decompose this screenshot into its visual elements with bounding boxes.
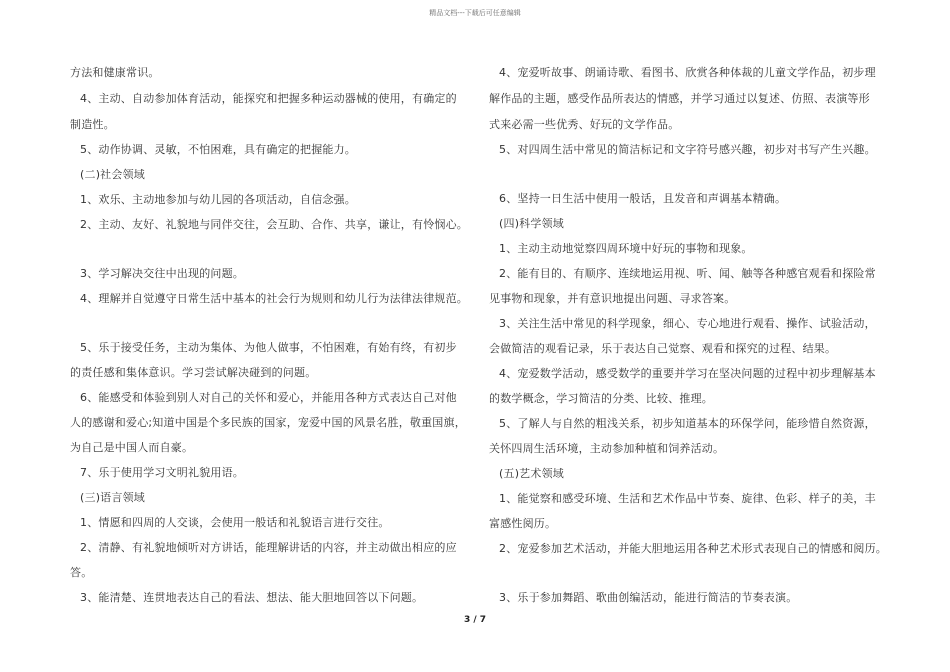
text-line: 4、宠爱数学活动，感受数学的重要并学习在坚决问题的过程中初步理解基本 <box>499 367 876 380</box>
text-line: 7、乐于使用学习文明礼貌用语。 <box>80 466 244 479</box>
text-line: 1、主动主动地觉察四周环境中好玩的事物和现象。 <box>499 242 753 255</box>
text-line: 2、宠爱参加艺术活动，并能大胆地运用各种艺术形式表现自己的情感和阅历。 <box>499 542 887 555</box>
text-line: 5、乐于接受任务，主动为集体、为他人做事，不怕困难，有始有终，有初步 <box>80 341 457 354</box>
page-number: 3 / 7 <box>463 615 487 625</box>
text-line: 1、情愿和四周的人交谈，会使用一般话和礼貌语言进行交往。 <box>80 516 390 529</box>
text-line: 为自己是中国人而自豪。 <box>70 441 194 454</box>
text-line: (四)科学领域 <box>499 217 564 230</box>
text-line: 富感性阅历。 <box>489 517 557 530</box>
text-line: 见事物和现象，并有意识地提出问题、寻求答案。 <box>489 292 736 305</box>
text-line: 3、能清楚、连贯地表达自己的看法、想法、能大胆地回答以下问题。 <box>80 591 424 604</box>
text-line: 人的感谢和爱心;知道中国是个多民族的国家，宠爱中国的风景名胜，敬重国旗， <box>70 416 466 429</box>
text-line: 制造性。 <box>70 118 115 131</box>
text-line: 2、主动、友好、礼貌地与同伴交往，会互助、合作、共享，谦让，有怜悯心。 <box>80 218 468 231</box>
text-line: 3、学习解决交往中出现的问题。 <box>80 267 244 280</box>
text-line: 4、主动、自动参加体育活动，能探究和把握多种运动器械的使用，有确定的 <box>80 92 457 105</box>
text-line: 式来必需一些优秀、好玩的文学作品。 <box>489 118 680 131</box>
text-line: 5、对四周生活中常见的简洁标记和文字符号感兴趣，初步对书写产生兴趣。 <box>499 143 876 156</box>
text-line: (二)社会领域 <box>80 168 145 181</box>
text-line: 的数学概念，学习简洁的分类、比较、推理。 <box>489 392 713 405</box>
text-line: 1、欢乐、主动地参加与幼儿园的各项活动，自信念强。 <box>80 193 356 206</box>
text-line: 方法和健康常识。 <box>70 66 160 79</box>
text-line: 5、了解人与自然的粗浅关系，初步知道基本的环保学问，能珍惜自然资源， <box>499 417 876 430</box>
text-line: 4、宠爱听故事、朗诵诗歌、看图书、欣赏各种体裁的儿童文学作品，初步理 <box>499 66 876 79</box>
text-line: 5、动作协调、灵敏，不怕困难，具有确定的把握能力。 <box>80 143 356 156</box>
text-line: 3、乐于参加舞蹈、歌曲创编活动，能进行简洁的节奏表演。 <box>499 591 798 604</box>
text-line: 2、清静、有礼貌地倾听对方讲话，能理解讲话的内容，并主动做出相应的应 <box>80 541 457 554</box>
text-line: 6、坚持一日生活中使用一般话，且发音和声调基本精确。 <box>499 192 787 205</box>
text-line: (三)语言领域 <box>80 491 145 504</box>
text-line: 的责任感和集体意识。学习尝试解决碰到的问题。 <box>70 366 317 379</box>
text-line: 解作品的主题，感受作品所表达的情感，并学习通过以复述、仿照、表演等形 <box>489 92 870 105</box>
text-line: 答。 <box>70 566 93 579</box>
text-line: 4、理解并自觉遵守日常生活中基本的社会行为规则和幼儿行为法律法律规范。 <box>80 292 468 305</box>
text-line: 会做简洁的观看记录，乐于表达自己觉察、观看和探究的过程、结果。 <box>489 342 837 355</box>
text-line: 2、能有目的、有顺序、连续地运用视、听、闻、触等各种感官观看和探险常 <box>499 267 876 280</box>
text-line: (五)艺术领域 <box>499 467 564 480</box>
page-header: 精品文档---下载后可任意编辑 <box>429 9 521 17</box>
text-line: 3、关注生活中常见的科学现象，细心、专心地进行观看、操作、试验活动， <box>499 317 876 330</box>
text-line: 6、能感受和体验到别人对自己的关怀和爱心，并能用各种方式表达自己对他 <box>80 391 457 404</box>
text-line: 关怀四周生活环境，主动参加种植和饲养活动。 <box>489 442 725 455</box>
text-line: 1、能觉察和感受环境、生活和艺术作品中节奏、旋律、色彩、样子的美，丰 <box>499 492 876 505</box>
